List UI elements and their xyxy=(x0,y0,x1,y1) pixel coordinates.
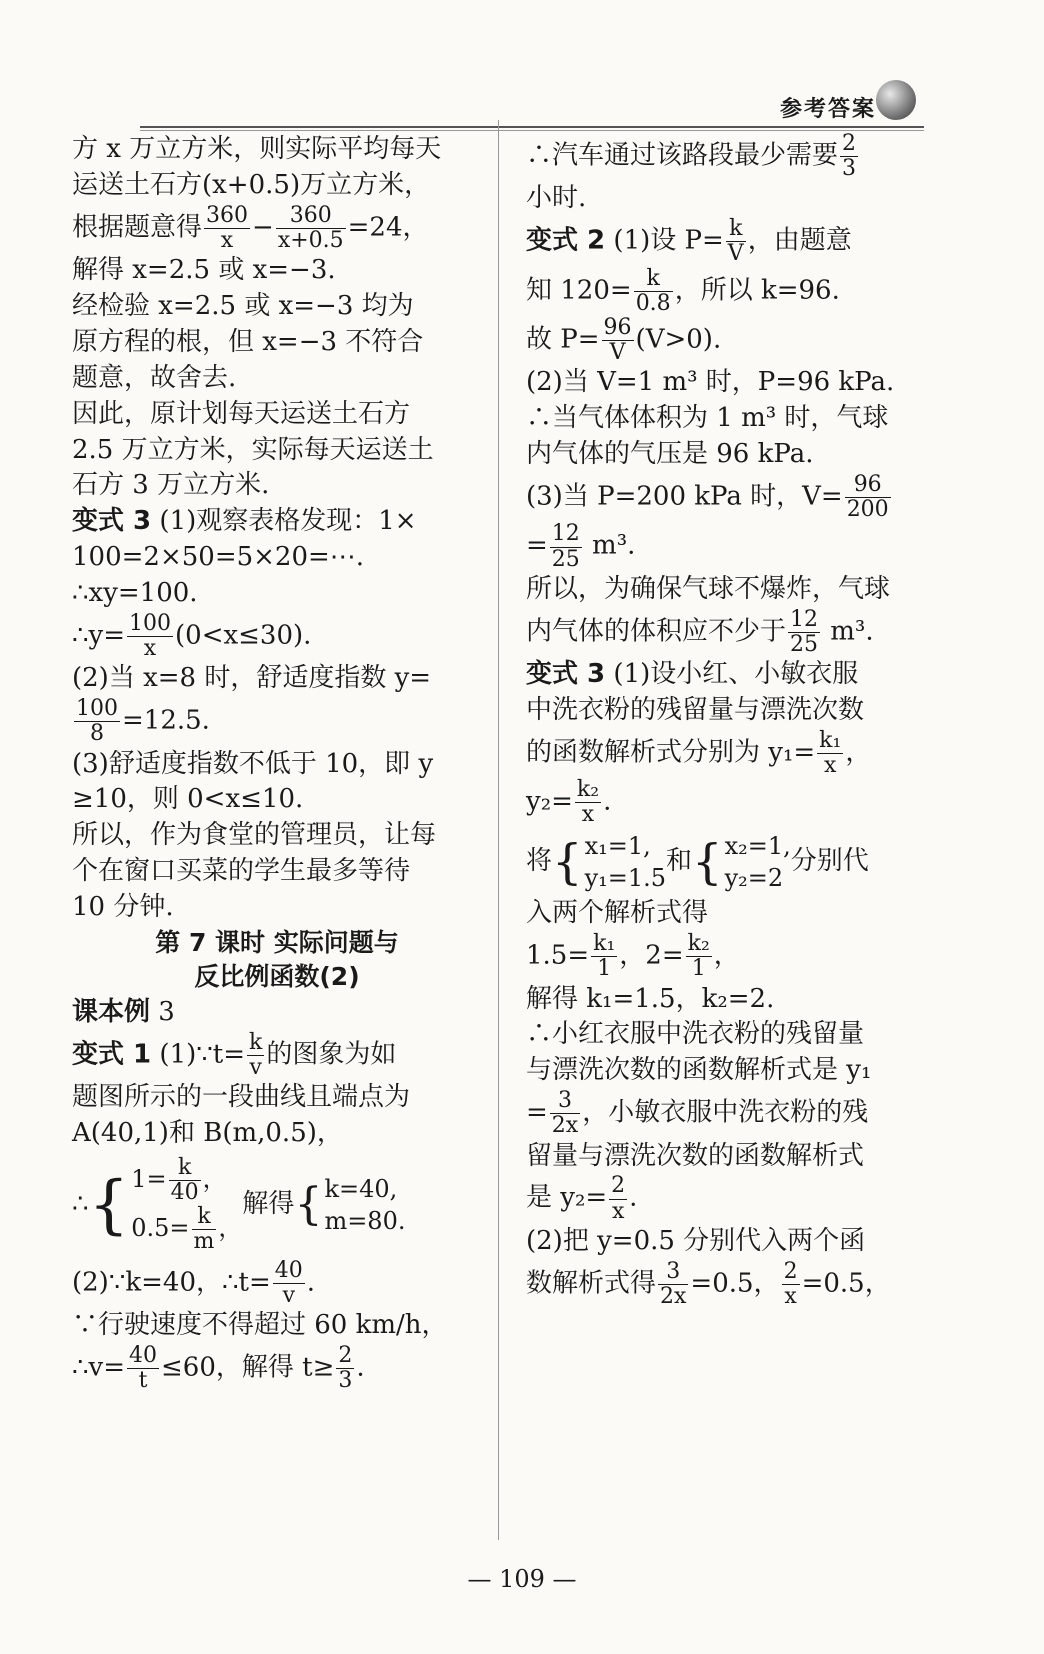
numerator: k xyxy=(192,1205,217,1230)
system-line xyxy=(131,1205,242,1254)
denominator: 40 xyxy=(170,1180,199,1206)
equation-line xyxy=(72,1259,482,1308)
text: 内气体的体积应不少于 xyxy=(526,616,787,647)
text: 的图象为如 xyxy=(266,1039,397,1070)
text: = xyxy=(526,531,548,562)
text-line: 100=2×50=5×20=⋯. xyxy=(72,542,365,573)
heading-label: 课本例 xyxy=(72,996,151,1027)
text: 知 120= xyxy=(526,275,632,306)
text-line: ∴小红衣服中洗衣粉的残留量 xyxy=(526,1019,865,1050)
system-line: y₂=2 xyxy=(724,863,784,892)
denominator: v xyxy=(282,1282,295,1308)
fraction xyxy=(817,729,843,778)
text: − xyxy=(252,212,274,243)
variant-label: 变式 3 xyxy=(526,659,606,689)
equation-line xyxy=(526,729,926,778)
numerator: 2 xyxy=(783,1258,798,1284)
fraction xyxy=(74,697,120,746)
text: . xyxy=(629,1183,638,1214)
text: y₂= xyxy=(526,786,573,817)
text-line: 题意，故舍去. xyxy=(72,362,237,393)
text: ，所以 k=96. xyxy=(674,275,840,306)
numerator: k₂ xyxy=(576,777,600,803)
text: (3)当 P=200 kPa 时，V= xyxy=(526,481,843,512)
text-line: 入两个解析式得 xyxy=(526,898,709,929)
therefore-symbol: ∴ xyxy=(72,1189,89,1220)
heading-number: 3 xyxy=(150,996,175,1027)
fraction xyxy=(550,522,582,571)
fraction xyxy=(127,1344,159,1393)
text-line: 内气体的气压是 96 kPa. xyxy=(526,439,814,470)
text-line: 方 x 万立方米，则实际平均每天 xyxy=(72,134,442,164)
text: 解得 xyxy=(242,1189,295,1220)
denominator: V xyxy=(609,340,626,366)
numerator: 40 xyxy=(129,1342,158,1368)
denominator: 1 xyxy=(597,956,612,982)
left-brace-icon: { xyxy=(294,1179,323,1231)
textbook-example-heading xyxy=(72,995,482,1031)
fraction xyxy=(840,132,858,181)
text: (1)观察表格发现：1× xyxy=(151,506,417,537)
left-brace-icon: { xyxy=(692,833,723,890)
text: . xyxy=(356,1352,365,1383)
text: 和 xyxy=(666,845,693,876)
text-line: 石方 3 万立方米. xyxy=(72,470,270,501)
text-line: (2)把 y=0.5 分别代入两个函 xyxy=(526,1225,866,1256)
equation-line xyxy=(526,267,926,316)
equation-line xyxy=(526,608,926,657)
text: (1)设 P= xyxy=(605,225,724,256)
numerator: 3 xyxy=(550,1089,580,1114)
text-line: 经检验 x=2.5 或 x=−3 均为 xyxy=(72,291,414,321)
denominator: x xyxy=(581,802,595,828)
text: ≤60，解得 t≥ xyxy=(161,1352,335,1383)
text: 是 y₂= xyxy=(526,1183,608,1214)
denominator: 3 xyxy=(338,1368,353,1394)
equation-line xyxy=(526,778,926,827)
numerator: k₁ xyxy=(593,931,616,957)
text: =0.5， xyxy=(690,1268,780,1299)
numerator: 100 xyxy=(129,610,172,636)
system-line: x₂=1, xyxy=(724,831,791,860)
system-line: x₁=1, xyxy=(584,831,651,860)
equation-system xyxy=(72,1156,482,1255)
text: m³. xyxy=(583,531,636,562)
equation-line xyxy=(526,316,926,365)
section-title-line2: 反比例函数(2) xyxy=(194,962,360,992)
system-block xyxy=(526,830,869,895)
fraction xyxy=(609,1174,627,1223)
solution-lines xyxy=(324,1173,405,1238)
header-rule-thin xyxy=(140,130,924,131)
denominator: x xyxy=(784,1283,797,1309)
text: 将 xyxy=(526,845,553,876)
text: ∴v= xyxy=(72,1352,126,1383)
numerator: 96 xyxy=(845,473,891,498)
text-line: ∴当气体体积为 1 m³ 时，气球 xyxy=(526,403,889,434)
denominator: t xyxy=(138,1368,148,1394)
text: . xyxy=(603,786,612,817)
text: 1= xyxy=(131,1165,167,1194)
text: 1.5= xyxy=(526,940,590,971)
fraction xyxy=(634,267,673,316)
equation-line xyxy=(526,1260,926,1309)
equation-line xyxy=(526,132,926,181)
fraction xyxy=(247,1031,264,1080)
numerator: k xyxy=(169,1156,201,1181)
numerator: k xyxy=(726,217,746,242)
section-title-line1: 第 7 课时 实际问题与 xyxy=(155,927,399,957)
system-lines xyxy=(585,830,666,895)
fraction xyxy=(782,1260,800,1309)
page-number: — 109 — xyxy=(467,1565,577,1593)
text: 的函数解析式分别为 y₁= xyxy=(526,737,816,768)
fraction xyxy=(788,608,820,657)
denominator: 2x xyxy=(551,1113,579,1139)
fraction xyxy=(845,473,891,522)
text-line: 原方程的根，但 x=−3 不符合 xyxy=(72,326,424,357)
text: = xyxy=(526,1097,548,1128)
numerator: k xyxy=(249,1029,263,1055)
numerator: 360 xyxy=(276,204,346,229)
denominator: 2x xyxy=(660,1283,687,1309)
denominator: 200 xyxy=(846,497,889,523)
text: =24， xyxy=(347,212,429,243)
numerator: k xyxy=(634,267,673,292)
text-line: 解得 x=2.5 或 x=−3. xyxy=(72,255,336,286)
fraction xyxy=(550,1089,580,1138)
text-line: 2.5 万立方米，实际每天运送土 xyxy=(72,434,434,465)
text: m³. xyxy=(822,616,874,647)
fraction xyxy=(127,612,173,661)
text: ， xyxy=(218,1214,243,1243)
denominator: 8 xyxy=(90,721,104,747)
denominator: 1 xyxy=(691,956,706,982)
text-line: 题图所示的一段曲线且端点为 xyxy=(72,1082,411,1113)
column-divider xyxy=(498,120,499,1540)
denominator: v xyxy=(249,1054,262,1080)
header-rule xyxy=(140,126,924,128)
text-line: 运送土石方(x+0.5)万立方米， xyxy=(72,169,431,200)
text-line: 解得 k₁=1.5，k₂=2. xyxy=(526,983,775,1014)
text: (2)∵k=40，∴t= xyxy=(72,1267,271,1298)
fraction xyxy=(726,217,746,266)
text: 0.5= xyxy=(131,1214,190,1243)
text-line: (2)当 V=1 m³ 时，P=96 kPa. xyxy=(526,367,895,398)
solution-line: m=80. xyxy=(324,1207,406,1236)
numerator: 2 xyxy=(842,131,857,156)
text: ， xyxy=(845,737,872,768)
text: =12.5. xyxy=(122,705,210,736)
left-column xyxy=(72,132,482,1393)
text: (0<x≤30). xyxy=(175,620,312,651)
fraction xyxy=(591,932,617,981)
denominator: x xyxy=(611,1198,625,1224)
solution-line: k=40, xyxy=(324,1174,398,1203)
text-line xyxy=(526,657,926,693)
text: ， xyxy=(713,940,740,971)
equation-line xyxy=(72,612,482,661)
text-line: 所以，为确保气球不爆炸，气球 xyxy=(526,573,891,604)
equation-line xyxy=(72,1344,482,1393)
system-lines xyxy=(725,830,791,895)
fraction xyxy=(575,778,601,827)
equation-line xyxy=(526,522,926,571)
header-ball-icon xyxy=(876,80,916,120)
numerator: 3 xyxy=(658,1260,688,1285)
equation-line xyxy=(526,932,926,981)
text: . xyxy=(306,1267,316,1298)
numerator: 100 xyxy=(76,696,118,722)
text: 数解析式得 xyxy=(526,1268,657,1299)
fraction xyxy=(192,1205,217,1254)
fraction xyxy=(336,1344,354,1393)
text: (V>0). xyxy=(635,324,722,355)
text: (1)∵t= xyxy=(151,1039,246,1070)
text: =0.5， xyxy=(801,1268,891,1299)
fraction xyxy=(204,204,250,253)
text-line: 留量与漂洗次数的函数解析式 xyxy=(526,1140,865,1171)
numerator: 96 xyxy=(603,315,632,340)
equation-line xyxy=(72,204,482,253)
text-line: ∵行驶速度不得超过 60 km/h， xyxy=(72,1310,448,1340)
numerator: 2 xyxy=(338,1342,353,1368)
text-line: 个在窗口买菜的学生最多等待 xyxy=(72,856,411,887)
right-column xyxy=(526,132,926,1309)
numerator: 12 xyxy=(790,606,819,632)
equation-system xyxy=(526,830,926,895)
text-line: (2)当 x=8 时，舒适度指数 y= xyxy=(72,663,432,694)
text: 分别代 xyxy=(790,845,869,876)
text: ，小敏衣服中洗衣粉的残 xyxy=(582,1097,869,1128)
denominator: V xyxy=(727,241,744,267)
text: ∴汽车通过该路段最少需要 xyxy=(526,140,839,171)
denominator: x+0.5 xyxy=(277,227,344,253)
fraction xyxy=(169,1156,201,1205)
fraction xyxy=(658,1260,688,1309)
text-line: 与漂洗次数的函数解析式是 y₁ xyxy=(526,1055,872,1086)
denominator: m xyxy=(193,1229,215,1255)
numerator: 2 xyxy=(611,1173,626,1199)
numerator: 360 xyxy=(206,202,249,228)
variant-label: 变式 3 xyxy=(72,506,152,537)
equation-line xyxy=(72,1031,482,1080)
system-lines xyxy=(131,1156,242,1255)
text-line: 因此，原计划每天运送土石方 xyxy=(72,398,411,429)
text: ，由题意 xyxy=(747,225,852,256)
text: (1)设小红、小敏衣服 xyxy=(605,659,859,689)
system-block xyxy=(72,1156,405,1255)
text-line: 中洗衣粉的残留量与漂洗次数 xyxy=(526,694,865,725)
left-brace-icon: { xyxy=(88,1168,130,1243)
denominator: 3 xyxy=(842,156,857,182)
text: ∴y= xyxy=(72,620,126,651)
system-line: y₁=1.5 xyxy=(584,863,667,892)
text-line: 小时. xyxy=(526,183,587,214)
text-line: (3)舒适度指数不低于 10，即 y xyxy=(72,748,434,779)
variant-label: 变式 2 xyxy=(526,225,606,256)
equation-line xyxy=(526,1089,926,1138)
denominator: x xyxy=(824,752,837,778)
denominator: 25 xyxy=(790,631,819,657)
text: 故 P= xyxy=(526,324,600,355)
text-line: A(40,1)和 B(m,0.5)， xyxy=(72,1118,343,1148)
left-brace-icon: { xyxy=(552,833,583,890)
numerator: 12 xyxy=(551,521,580,547)
fraction xyxy=(602,316,634,365)
equation-line xyxy=(526,217,926,266)
numerator: 40 xyxy=(274,1257,303,1283)
denominator: x xyxy=(220,227,234,253)
fraction xyxy=(276,204,346,253)
header-label: 参考答案 xyxy=(779,96,876,122)
numerator: k₁ xyxy=(819,727,842,753)
text: 根据题意得 xyxy=(72,212,203,243)
text: ，2= xyxy=(619,940,684,971)
denominator: x xyxy=(143,636,157,662)
fraction xyxy=(273,1259,305,1308)
equation-line xyxy=(526,1174,926,1223)
text-line xyxy=(72,504,482,540)
numerator: k₂ xyxy=(687,931,710,957)
variant-label: 变式 1 xyxy=(72,1039,152,1070)
text: ， xyxy=(202,1165,227,1194)
equation-line xyxy=(526,473,926,522)
denominator: 0.8 xyxy=(635,290,671,316)
system-line xyxy=(131,1156,242,1205)
equation-line xyxy=(72,697,482,746)
text-line: ≥10，则 0<x≤10. xyxy=(72,784,304,815)
text-line: ∴xy=100. xyxy=(72,578,198,608)
denominator: 25 xyxy=(551,546,580,572)
fraction xyxy=(686,932,712,981)
text-line: 10 分钟. xyxy=(72,892,174,922)
text-line: 所以，作为食堂的管理员，让每 xyxy=(72,820,437,851)
